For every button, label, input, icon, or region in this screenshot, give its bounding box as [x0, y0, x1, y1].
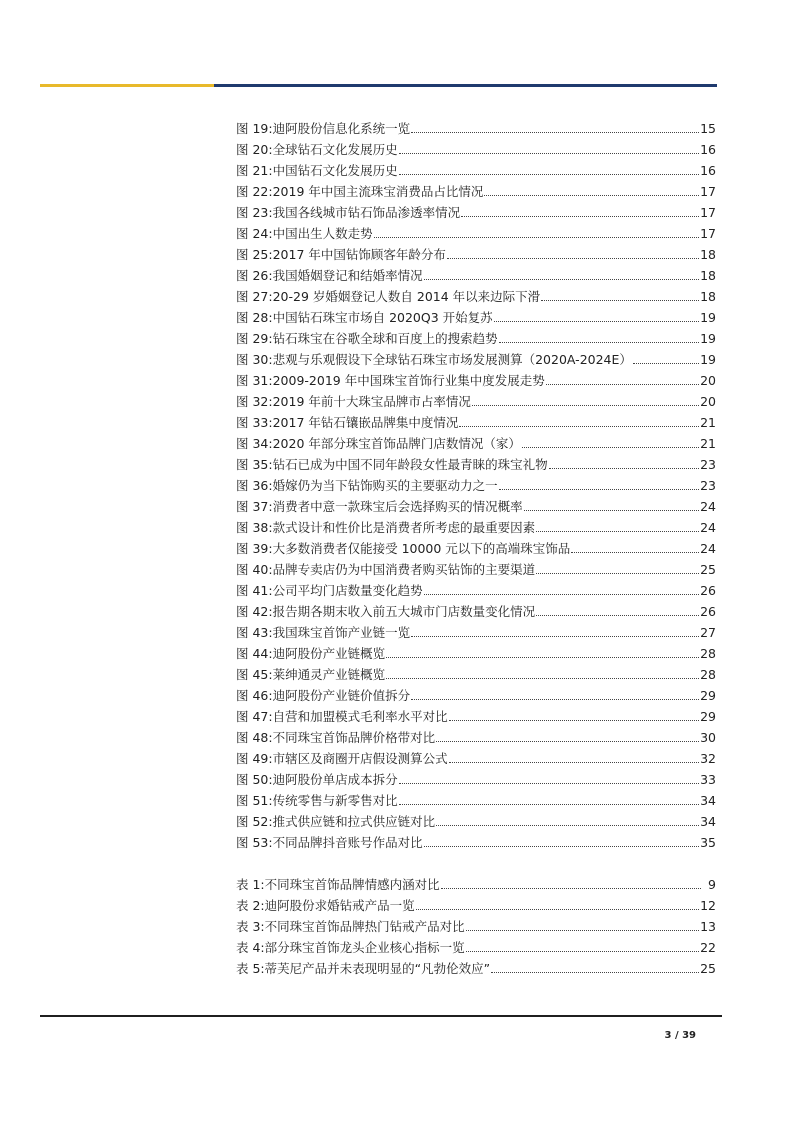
header-rule-navy — [214, 84, 717, 87]
figure-entry-page: 29 — [700, 709, 716, 724]
dot-leader — [436, 741, 699, 742]
figure-entry-page: 19 — [700, 310, 716, 325]
figure-entry[interactable] — [236, 556, 716, 577]
figure-entry-title: 婚嫁仍为当下钻饰购买的主要驱动力之一 — [272, 478, 498, 493]
figure-entry-page: 21 — [700, 415, 716, 430]
figure-entry[interactable] — [236, 136, 716, 157]
figure-entry[interactable] — [236, 640, 716, 661]
dot-leader — [399, 804, 699, 805]
dot-leader — [449, 762, 699, 763]
figure-entry[interactable] — [236, 367, 716, 388]
figure-entry-title: 悲观与乐观假设下全球钻石珠宝市场发展测算（2020A-2024E） — [272, 352, 632, 367]
dot-leader — [411, 636, 699, 637]
figure-entry-label: 图 39: — [236, 541, 273, 556]
figure-entry-title: 迪阿股份单店成本拆分 — [272, 772, 398, 787]
figure-entry[interactable] — [236, 577, 716, 598]
figure-entry[interactable] — [236, 682, 716, 703]
figure-entry[interactable] — [236, 535, 716, 556]
figure-entry-label: 图 26: — [236, 268, 273, 283]
figure-entry-page: 32 — [700, 751, 716, 766]
dot-leader — [399, 153, 699, 154]
figure-entry-title: 不同品牌抖音账号作品对比 — [272, 835, 423, 850]
dot-leader — [499, 342, 699, 343]
figure-entry-title: 市辖区及商圈开店假设测算公式 — [272, 751, 448, 766]
figure-entry-title: 大多数消费者仅能接受 10000 元以下的高端珠宝饰品 — [272, 541, 571, 556]
figure-entry-title: 2017 年中国钻饰顾客年龄分布 — [272, 247, 446, 262]
figure-entry-title: 莱绅通灵产业链概览 — [272, 667, 386, 682]
dot-leader — [374, 237, 699, 238]
figure-entry-label: 图 42: — [236, 604, 273, 619]
figure-entry-label: 图 30: — [236, 352, 273, 367]
figure-entry-title: 2020 年部分珠宝首饰品牌门店数情况（家） — [272, 436, 521, 451]
dot-leader — [633, 363, 699, 364]
dot-leader — [436, 825, 699, 826]
figure-entry-page: 30 — [700, 730, 716, 745]
figure-entry-label: 图 34: — [236, 436, 273, 451]
figure-entry-label: 图 23: — [236, 205, 273, 220]
table-entry-label: 表 1: — [236, 877, 265, 892]
figure-entry-label: 图 21: — [236, 163, 273, 178]
figure-entry-page: 23 — [700, 478, 716, 493]
figure-entry-page: 26 — [700, 604, 716, 619]
figure-entry[interactable] — [236, 661, 716, 682]
figure-entry-label: 图 43: — [236, 625, 273, 640]
dot-leader — [449, 720, 699, 721]
figure-entry-page: 28 — [700, 667, 716, 682]
figure-entry[interactable] — [236, 451, 716, 472]
figure-entry-title: 迪阿股份信息化系统一览 — [272, 121, 411, 136]
table-entry-label: 表 2: — [236, 898, 265, 913]
figure-entry-title: 我国珠宝首饰产业链一览 — [272, 625, 411, 640]
figure-entry-page: 24 — [700, 541, 716, 556]
figure-entry[interactable] — [236, 598, 716, 619]
figure-entry-title: 中国钻石珠宝市场自 2020Q3 开始复苏 — [272, 310, 493, 325]
dot-leader — [546, 384, 699, 385]
figure-entry-title: 报告期各期末收入前五大城市门店数量变化情况 — [272, 604, 536, 619]
figure-entry[interactable] — [236, 199, 716, 220]
figure-entry[interactable] — [236, 787, 716, 808]
dot-leader — [459, 426, 699, 427]
dot-leader — [447, 258, 699, 259]
figure-entry-label: 图 19: — [236, 121, 273, 136]
figure-entry-title: 公司平均门店数量变化趋势 — [272, 583, 423, 598]
figure-entry-label: 图 51: — [236, 793, 273, 808]
dot-leader — [424, 279, 699, 280]
dot-leader — [416, 909, 699, 910]
figure-entry-page: 17 — [700, 226, 716, 241]
dot-leader — [549, 468, 699, 469]
dot-leader — [399, 783, 699, 784]
figure-entry-title: 钻石珠宝在谷歌全球和百度上的搜索趋势 — [272, 331, 498, 346]
figure-entry-title: 全球钻石文化发展历史 — [272, 142, 398, 157]
dot-leader — [466, 951, 699, 952]
figure-entry[interactable] — [236, 178, 716, 199]
page-number: 3 / 39 — [664, 1030, 696, 1041]
dot-leader — [524, 510, 699, 511]
figure-entry[interactable] — [236, 493, 716, 514]
dot-leader — [484, 195, 699, 196]
figure-entry[interactable] — [236, 808, 716, 829]
figure-entry[interactable] — [236, 409, 716, 430]
figure-entry[interactable] — [236, 388, 716, 409]
figure-entry-page: 33 — [700, 772, 716, 787]
figure-entry-title: 推式供应链和拉式供应链对比 — [272, 814, 436, 829]
figure-entry-page: 27 — [700, 625, 716, 640]
figure-entry-title: 迪阿股份产业链概览 — [272, 646, 386, 661]
table-entry-page: 22 — [700, 940, 716, 955]
figure-entry-title: 款式设计和性价比是消费者所考虑的最重要因素 — [272, 520, 536, 535]
table-entry-title: 迪阿股份求婚钻戒产品一览 — [264, 898, 415, 913]
figure-entry-page: 24 — [700, 520, 716, 535]
table-entry[interactable] — [236, 871, 716, 892]
figure-entry-page: 16 — [700, 142, 716, 157]
dot-leader — [536, 573, 699, 574]
figure-entry-label: 图 52: — [236, 814, 273, 829]
figure-entry-title: 不同珠宝首饰品牌价格带对比 — [272, 730, 436, 745]
figure-entry-label: 图 45: — [236, 667, 273, 682]
figure-entry-label: 图 50: — [236, 772, 273, 787]
figure-index — [236, 115, 716, 850]
dot-leader — [424, 846, 699, 847]
table-entry-label: 表 4: — [236, 940, 265, 955]
dot-leader — [386, 657, 699, 658]
figure-entry-page: 18 — [700, 289, 716, 304]
figure-entry-page: 26 — [700, 583, 716, 598]
figure-entry[interactable] — [236, 703, 716, 724]
figure-entry[interactable] — [236, 346, 716, 367]
table-entry[interactable] — [236, 892, 716, 913]
table-entry-title: 蒂芙尼产品并未表现明显的“凡勃伦效应” — [264, 961, 491, 976]
figure-entry[interactable] — [236, 829, 716, 850]
table-entry-label: 表 5: — [236, 961, 265, 976]
figure-entry[interactable] — [236, 283, 716, 304]
table-entry[interactable] — [236, 913, 716, 934]
figure-entry-title: 消费者中意一款珠宝后会选择购买的情况概率 — [272, 499, 523, 514]
figure-entry-label: 图 31: — [236, 373, 273, 388]
dot-leader — [536, 615, 699, 616]
figure-entry-label: 图 44: — [236, 646, 273, 661]
figure-entry-label: 图 20: — [236, 142, 273, 157]
figure-entry[interactable] — [236, 262, 716, 283]
figure-entry-label: 图 29: — [236, 331, 273, 346]
figure-entry-label: 图 46: — [236, 688, 273, 703]
figure-entry[interactable] — [236, 619, 716, 640]
dot-leader — [466, 930, 699, 931]
dot-leader — [536, 531, 699, 532]
figure-entry-page: 21 — [700, 436, 716, 451]
dot-leader — [424, 594, 699, 595]
figure-entry[interactable] — [236, 430, 716, 451]
dot-leader — [571, 552, 699, 553]
figure-entry-title: 2019 年中国主流珠宝消费品占比情况 — [272, 184, 484, 199]
table-entry-page: 13 — [700, 919, 716, 934]
figure-entry-page: 19 — [700, 352, 716, 367]
figure-entry-page: 34 — [700, 814, 716, 829]
figure-entry-label: 图 32: — [236, 394, 273, 409]
figure-entry-page: 25 — [700, 562, 716, 577]
figure-entry-title: 钻石已成为中国不同年龄段女性最青睐的珠宝礼物 — [272, 457, 548, 472]
figure-entry[interactable] — [236, 745, 716, 766]
figure-entry-page: 18 — [700, 268, 716, 283]
figure-entry-label: 图 22: — [236, 184, 273, 199]
figure-entry-title: 20-29 岁婚姻登记人数自 2014 年以来边际下滑 — [272, 289, 541, 304]
table-entry-title: 部分珠宝首饰龙头企业核心指标一览 — [264, 940, 465, 955]
figure-entry-label: 图 25: — [236, 247, 273, 262]
figure-entry-label: 图 48: — [236, 730, 273, 745]
figure-entry-label: 图 28: — [236, 310, 273, 325]
figure-entry-label: 图 38: — [236, 520, 273, 535]
table-entry-page: 25 — [700, 961, 716, 976]
figure-entry[interactable] — [236, 157, 716, 178]
dot-leader — [491, 972, 699, 973]
figure-entry-title: 2009-2019 年中国珠宝首饰行业集中度发展走势 — [272, 373, 545, 388]
figure-entry-label: 图 37: — [236, 499, 273, 514]
figure-entry-title: 2017 年钻石镶嵌品牌集中度情况 — [272, 415, 459, 430]
figure-entry-page: 34 — [700, 793, 716, 808]
figure-entry-label: 图 36: — [236, 478, 273, 493]
dot-leader — [461, 216, 699, 217]
dot-leader — [411, 132, 699, 133]
footer-rule — [40, 1015, 722, 1017]
figure-entry-label: 图 24: — [236, 226, 273, 241]
figure-entry[interactable] — [236, 514, 716, 535]
dot-leader — [541, 300, 699, 301]
table-index — [236, 871, 716, 976]
dot-leader — [441, 888, 701, 889]
figure-entry-title: 我国婚姻登记和结婚率情况 — [272, 268, 423, 283]
figure-entry-page: 23 — [700, 457, 716, 472]
figure-entry-label: 图 49: — [236, 751, 273, 766]
figure-entry-page: 19 — [700, 331, 716, 346]
figure-entry[interactable] — [236, 724, 716, 745]
figure-entry-page: 28 — [700, 646, 716, 661]
figure-entry-label: 图 35: — [236, 457, 273, 472]
figure-entry-label: 图 33: — [236, 415, 273, 430]
figure-entry-page: 35 — [700, 835, 716, 850]
table-entry[interactable] — [236, 955, 716, 976]
table-entry-page: 9 — [708, 877, 716, 892]
figure-entry-page: 17 — [700, 205, 716, 220]
figure-entry-title: 我国各线城市钻石饰品渗透率情况 — [272, 205, 461, 220]
dot-leader — [399, 174, 699, 175]
figure-entry[interactable] — [236, 304, 716, 325]
figure-entry[interactable] — [236, 766, 716, 787]
figure-entry-page: 20 — [700, 394, 716, 409]
table-entry-title: 不同珠宝首饰品牌热门钻戒产品对比 — [264, 919, 465, 934]
figure-entry-page: 29 — [700, 688, 716, 703]
figure-entry-label: 图 47: — [236, 709, 273, 724]
figure-entry-page: 15 — [700, 121, 716, 136]
figure-entry[interactable] — [236, 472, 716, 493]
header-rule-gold — [40, 84, 214, 87]
dot-leader — [411, 699, 699, 700]
figure-entry[interactable] — [236, 115, 716, 136]
figure-entry-page: 17 — [700, 184, 716, 199]
figure-entry-page: 20 — [700, 373, 716, 388]
figure-entry[interactable] — [236, 220, 716, 241]
table-entry-label: 表 3: — [236, 919, 265, 934]
figure-entry-title: 2019 年前十大珠宝品牌市占率情况 — [272, 394, 471, 409]
figure-entry-label: 图 53: — [236, 835, 273, 850]
dot-leader — [494, 321, 699, 322]
figure-entry-page: 16 — [700, 163, 716, 178]
dot-leader — [386, 678, 699, 679]
table-entry-page: 12 — [700, 898, 716, 913]
figure-entry-title: 传统零售与新零售对比 — [272, 793, 398, 808]
figure-entry-title: 中国钻石文化发展历史 — [272, 163, 398, 178]
figure-entry-page: 24 — [700, 499, 716, 514]
figure-entry-label: 图 27: — [236, 289, 273, 304]
figure-entry[interactable] — [236, 325, 716, 346]
figure-entry-page: 18 — [700, 247, 716, 262]
figure-entry-title: 中国出生人数走势 — [272, 226, 373, 241]
figure-entry[interactable] — [236, 241, 716, 262]
dot-leader — [472, 405, 699, 406]
figure-entry-title: 迪阿股份产业链价值拆分 — [272, 688, 411, 703]
figure-entry-label: 图 40: — [236, 562, 273, 577]
table-entry[interactable] — [236, 934, 716, 955]
table-entry-title: 不同珠宝首饰品牌情感内涵对比 — [264, 877, 440, 892]
figure-entry-label: 图 41: — [236, 583, 273, 598]
figure-entry-title: 自营和加盟模式毛利率水平对比 — [272, 709, 448, 724]
dot-leader — [522, 447, 699, 448]
dot-leader — [499, 489, 699, 490]
figure-entry-title: 品牌专卖店仍为中国消费者购买钻饰的主要渠道 — [272, 562, 536, 577]
